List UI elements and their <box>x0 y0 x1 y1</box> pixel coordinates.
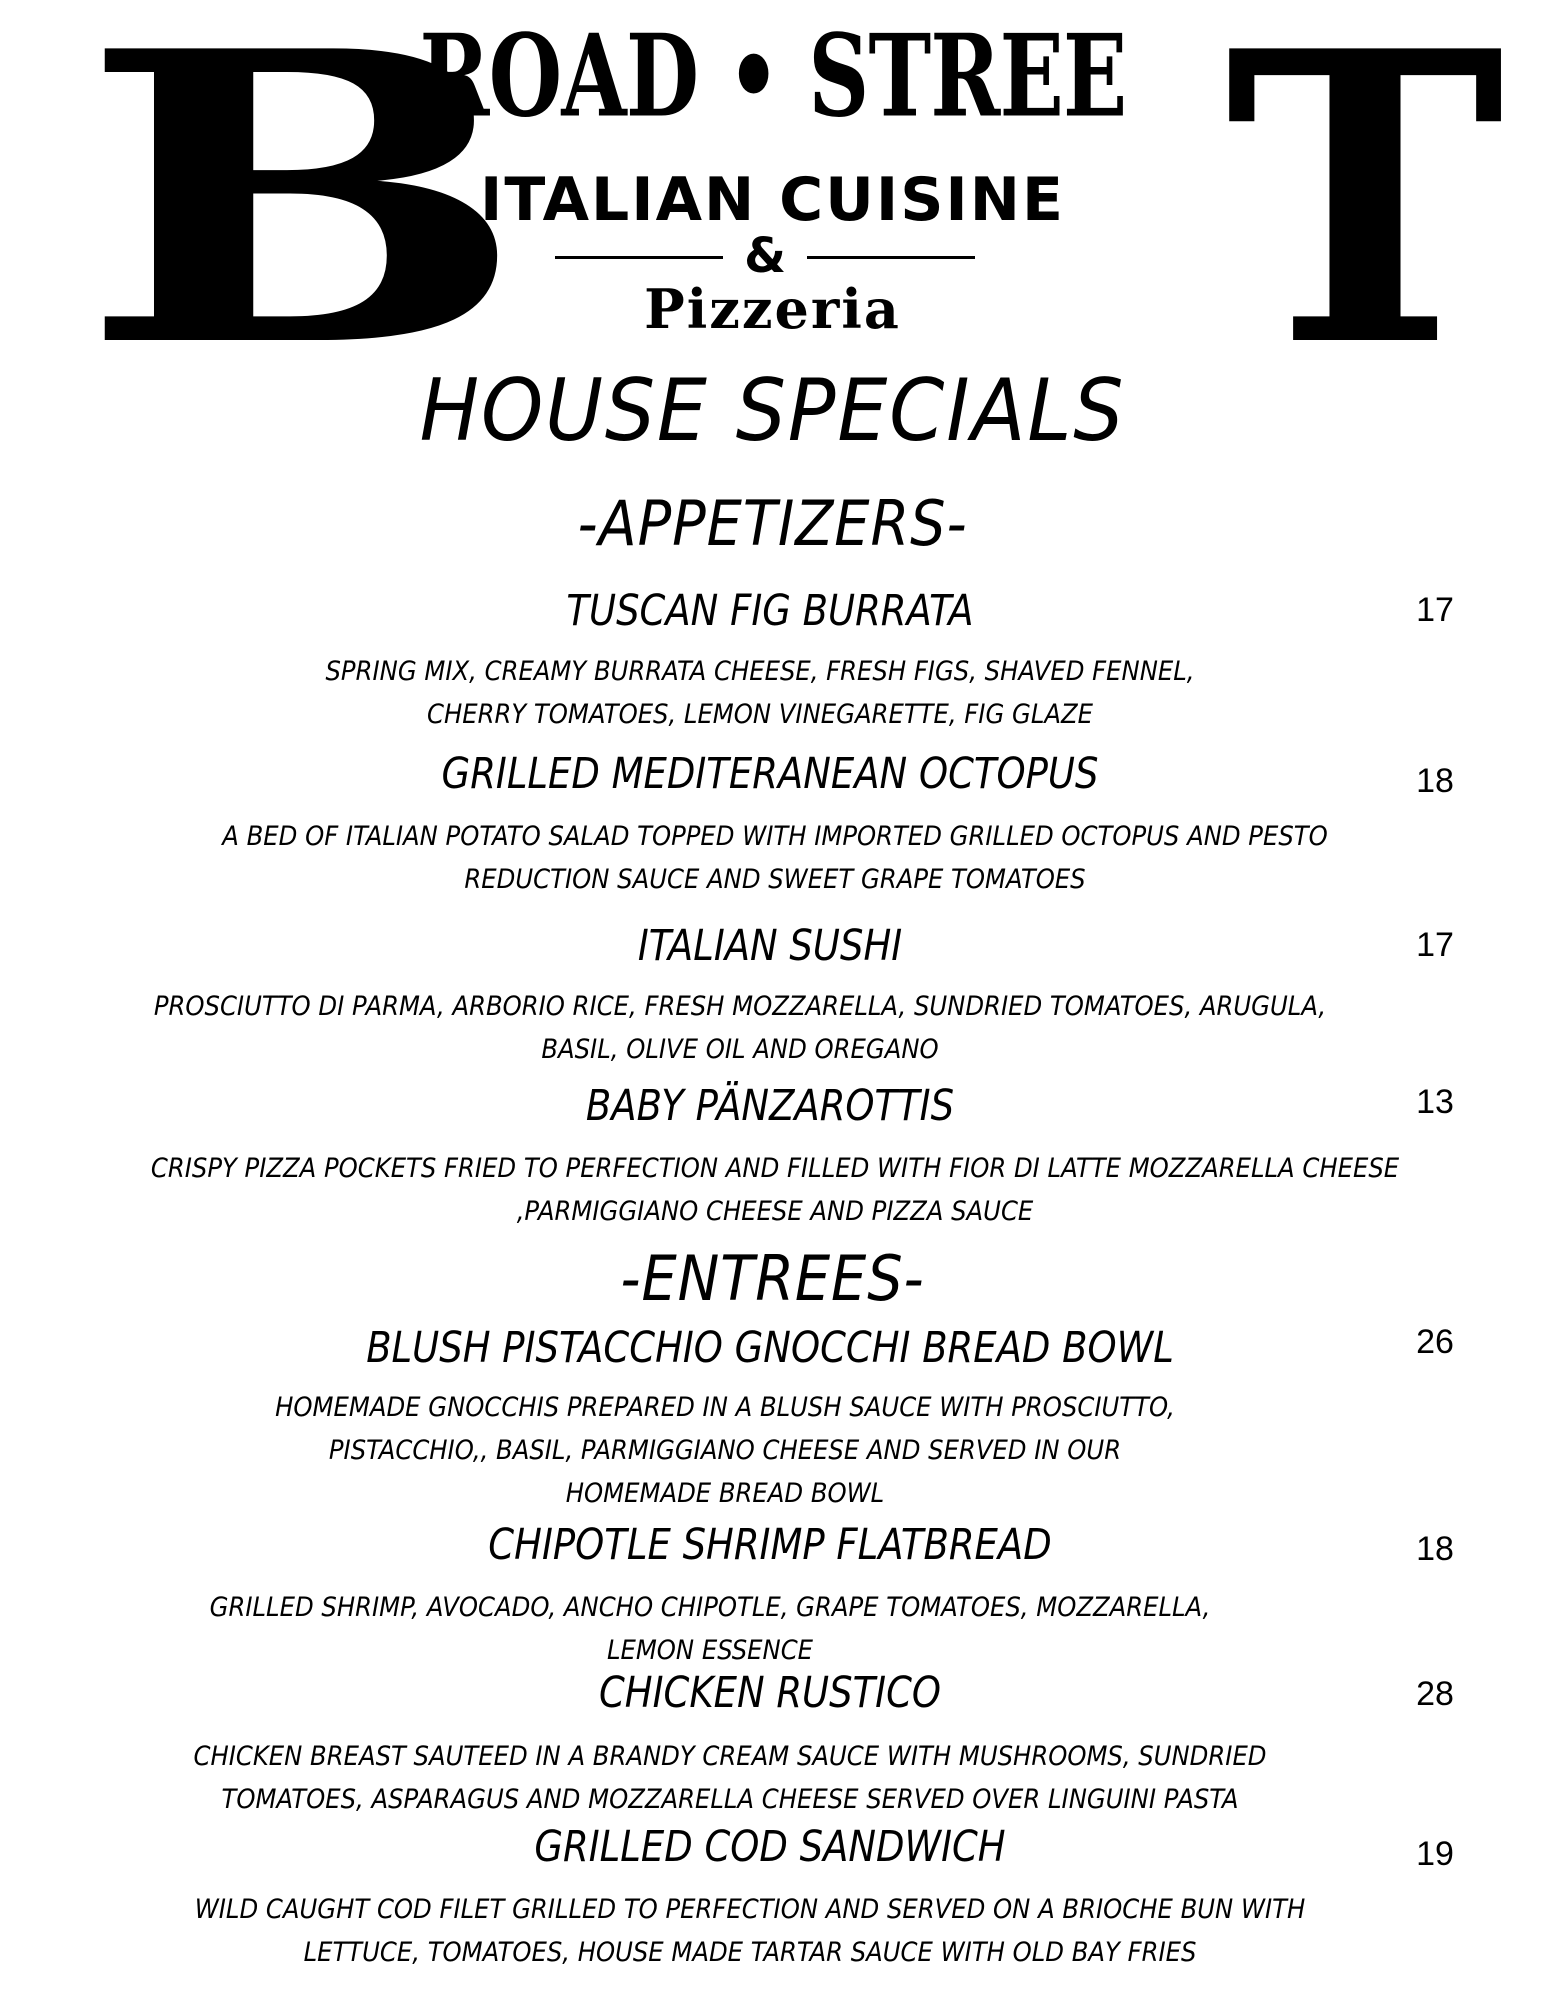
menu-item-description: SPRING MIX, CREAMY BURRATA CHEESE, FRESH FIGS, SHAVED FENNEL, CHERRY TOMATOES, LEMON VINEGARETTE, FIG GLAZE <box>325 656 1195 730</box>
menu-item-price: 28 <box>1416 1675 1454 1713</box>
menu-item-description: HOMEMADE GNOCCHIS PREPARED IN A BLUSH SAUCE WITH PROSCIUTTO, PISTACCHIO,, BASIL, PARMIGGIANO CHEESE AND SERVED IN OUR HOMEMADE BREAD BOWL <box>275 1392 1175 1509</box>
menu-item-price: 18 <box>1416 762 1454 800</box>
menu-item-price: 26 <box>1416 1323 1454 1361</box>
logo-pizzeria: Pizzeria <box>644 277 901 341</box>
menu-item-price: 19 <box>1416 1835 1454 1873</box>
menu-item-description: CHICKEN BREAST SAUTEED IN A BRANDY CREAM SAUCE WITH MUSHROOMS, SUNDRIED TOMATOES, ASPARAGUS AND MOZZARELLA CHEESE SERVED OVER LINGUINI PASTA <box>193 1741 1267 1815</box>
menu-item-name: TUSCAN FIG BURRATA <box>566 586 974 636</box>
menu-item-price: 13 <box>1416 1083 1454 1121</box>
menu-item-name: BABY PÄNZAROTTIS <box>585 1081 955 1131</box>
section-heading-appetizers: -APPETIZERS- <box>577 487 968 560</box>
logo-road-street: ROAD • STREE <box>419 10 1127 143</box>
menu-item-name: CHICKEN RUSTICO <box>598 1668 942 1718</box>
logo-subtitle: ITALIAN CUISINE <box>480 165 1065 235</box>
menu-item-price: 17 <box>1416 926 1454 964</box>
menu-item-description: GRILLED SHRIMP, AVOCADO, ANCHO CHIPOTLE, GRAPE TOMATOES, MOZZARELLA, LEMON ESSENCE <box>209 1592 1211 1666</box>
menu-item-name: BLUSH PISTACCHIO GNOCCHI BREAD BOWL <box>366 1323 1174 1373</box>
menu-item-description: A BED OF ITALIAN POTATO SALAD TOPPED WITH IMPORTED GRILLED OCTOPUS AND PESTO REDUCTION SAUCE AND SWEET GRAPE TOMATOES <box>222 821 1328 895</box>
menu-item-name: ITALIAN SUSHI <box>637 921 903 971</box>
menu-item-price: 18 <box>1416 1530 1454 1568</box>
menu-item-description: CRISPY PIZZA POCKETS FRIED TO PERFECTION AND FILLED WITH FIOR DI LATTE MOZZARELLA CHEESE ,PARMIGGIANO CHEESE AND PIZZA SAUCE <box>150 1153 1400 1227</box>
logo-final-t: T <box>1225 0 1505 435</box>
menu-item-name: GRILLED COD SANDWICH <box>534 1822 1006 1872</box>
section-heading-entrees: -ENTREES- <box>620 1242 925 1315</box>
logo-ampersand: & <box>744 228 786 284</box>
menu-item-description: PROSCIUTTO DI PARMA, ARBORIO RICE, FRESH MOZZARELLA, SUNDRIED TOMATOES, ARUGULA, BASIL, OLIVE OIL AND OREGANO <box>153 991 1327 1065</box>
logo-rule-right <box>807 256 975 259</box>
menu-item-name: CHIPOTLE SHRIMP FLATBREAD <box>488 1520 1052 1570</box>
menu-item-price: 17 <box>1416 591 1454 629</box>
page-title: HOUSE SPECIALS <box>419 361 1126 461</box>
menu-item-name: GRILLED MEDITERANEAN OCTOPUS <box>441 749 1099 799</box>
menu-item-description: WILD CAUGHT COD FILET GRILLED TO PERFECTION AND SERVED ON A BRIOCHE BUN WITH LETTUCE, TOMATOES, HOUSE MADE TARTAR SAUCE WITH OLD BAY FRIES <box>194 1894 1306 1968</box>
logo-initial-b: B <box>80 0 527 435</box>
